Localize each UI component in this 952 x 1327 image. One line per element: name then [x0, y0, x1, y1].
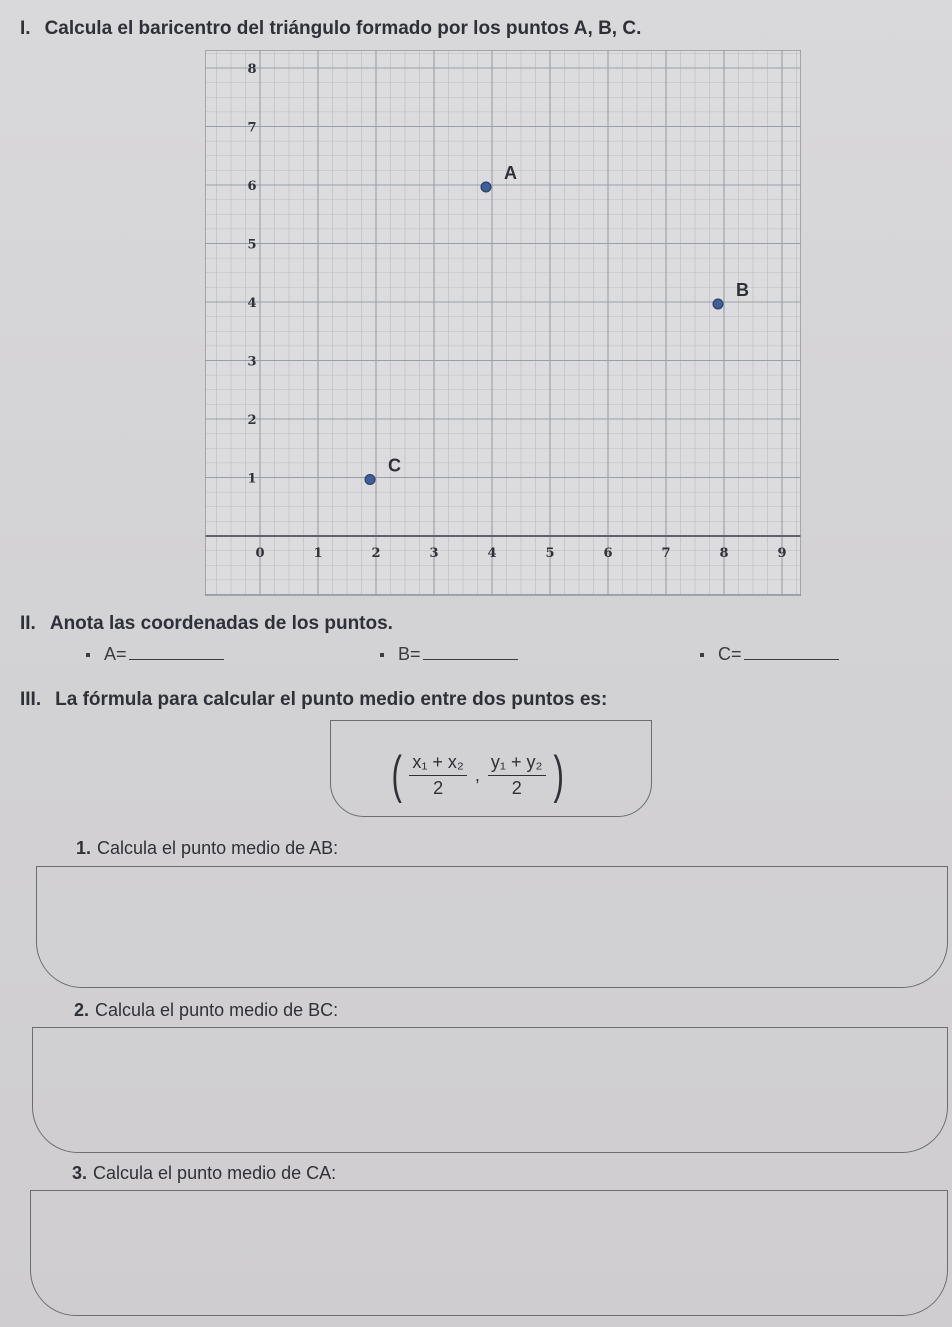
y-tick-label: 2	[247, 413, 257, 428]
answer-a	[86, 644, 224, 665]
subquestion-1-text: Calcula el punto medio de AB:	[97, 838, 339, 858]
formula-x-fraction	[409, 752, 467, 799]
work-area-ca[interactable]	[30, 1190, 948, 1316]
formula-y-fraction	[488, 752, 546, 799]
answer-a-label: A=	[104, 644, 127, 664]
subquestion-2-text: Calcula el punto medio de BC:	[95, 1000, 339, 1020]
answer-b	[380, 644, 518, 665]
y-tick-label: 6	[247, 179, 257, 194]
x-tick-label: 1	[313, 546, 323, 561]
x-tick-label: 3	[429, 546, 439, 561]
question-1-number: I.	[20, 18, 31, 39]
work-area-bc[interactable]	[32, 1027, 948, 1153]
formula-close-paren: )	[552, 746, 564, 804]
point-a-marker	[481, 182, 491, 192]
work-area-ab[interactable]	[36, 866, 948, 988]
y-tick-label: 7	[247, 120, 257, 136]
point-c-marker	[365, 475, 375, 485]
answer-b-blank[interactable]	[423, 645, 518, 660]
formula-y-numerator: y₁ + y₂	[488, 752, 546, 776]
question-2-number: II.	[20, 613, 36, 634]
question-1-title	[20, 18, 641, 40]
question-3-number: III.	[20, 689, 42, 710]
answer-c-blank[interactable]	[744, 645, 839, 660]
answer-a-blank[interactable]	[129, 645, 224, 660]
bullet-icon	[86, 653, 90, 657]
subquestion-3-number: 3.	[72, 1163, 88, 1183]
x-tick-label: 2	[371, 546, 381, 561]
graph-background	[205, 50, 801, 596]
x-tick-label: 9	[777, 546, 787, 561]
y-tick-label: 1	[247, 471, 257, 487]
question-2-text: Anota las coordenadas de los puntos.	[49, 613, 393, 634]
question-2-title	[20, 613, 393, 635]
bullet-icon	[700, 653, 704, 657]
formula-separator: ,	[474, 764, 480, 785]
subquestion-3	[72, 1163, 336, 1184]
question-3-title	[20, 689, 607, 711]
y-tick-label: 4	[247, 296, 257, 311]
question-3-text: La fórmula para calcular el punto medio entre dos puntos es:	[55, 689, 608, 710]
subquestion-1-number: 1.	[76, 838, 92, 858]
x-tick-label: 5	[545, 546, 555, 561]
y-tick-label: 8	[247, 62, 257, 77]
formula-open-paren: (	[391, 746, 402, 804]
point-b-marker	[713, 299, 723, 309]
answer-c-label: C=	[718, 644, 742, 664]
y-tick-label: 3	[247, 354, 257, 370]
formula-x-numerator: x₁ + x₂	[409, 752, 467, 776]
x-tick-label: 0	[255, 546, 265, 561]
question-1-text: Calcula el baricentro del triángulo formado por los puntos A, B, C.	[44, 18, 642, 39]
answer-c	[700, 644, 839, 665]
subquestion-3-text: Calcula el punto medio de CA:	[93, 1163, 337, 1183]
subquestion-2	[74, 1000, 338, 1021]
point-c-label: C	[388, 455, 401, 476]
x-tick-label: 8	[719, 546, 729, 561]
y-tick-label: 5	[247, 237, 257, 253]
answer-b-label: B=	[398, 644, 421, 664]
bullet-icon	[380, 653, 384, 657]
formula-x-denominator: 2	[433, 777, 444, 798]
x-tick-label: 4	[487, 546, 497, 561]
subquestion-2-number: 2.	[74, 1000, 90, 1020]
midpoint-formula	[388, 745, 567, 805]
point-a-label: A	[504, 163, 517, 183]
x-tick-label: 6	[603, 546, 613, 561]
subquestion-1	[76, 838, 338, 859]
coordinate-graph	[205, 50, 801, 596]
formula-y-denominator: 2	[511, 777, 522, 798]
x-tick-label: 7	[661, 546, 671, 561]
point-b-label: B	[736, 280, 749, 300]
